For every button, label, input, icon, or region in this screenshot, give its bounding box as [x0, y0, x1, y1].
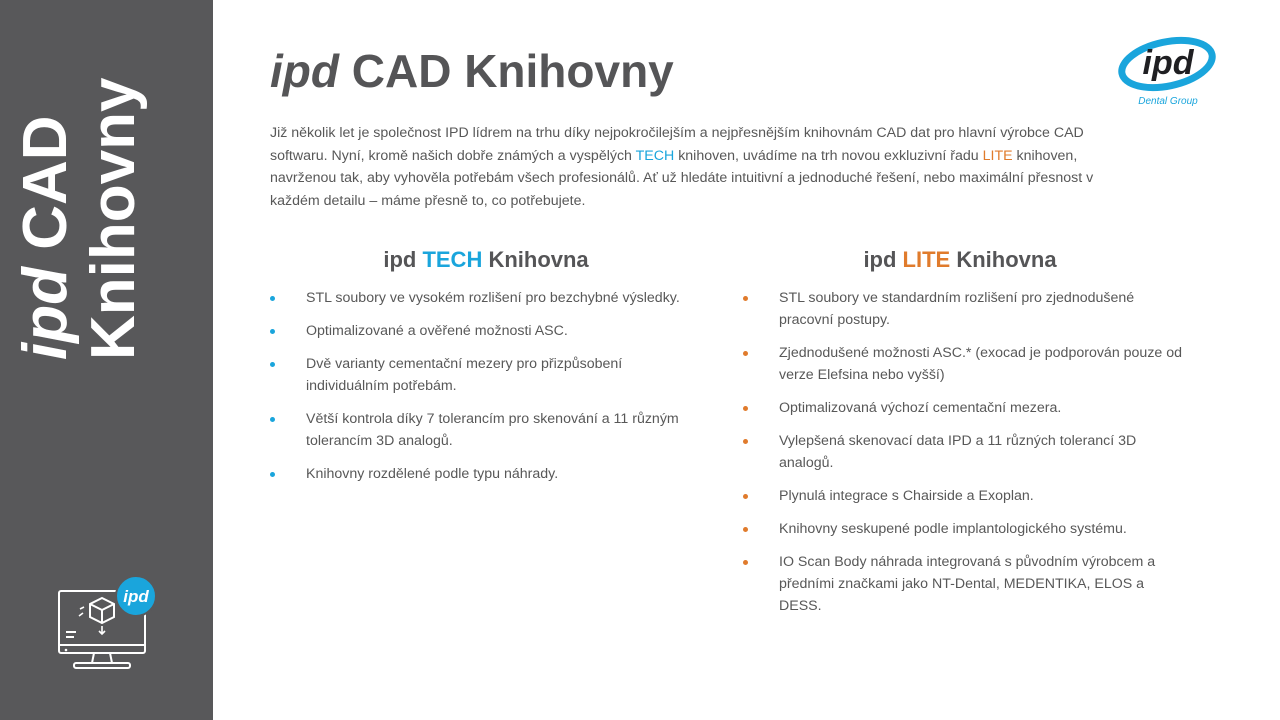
intro-paragraph	[270, 122, 1130, 212]
bullet-icon	[270, 362, 275, 367]
cad-monitor-icon	[56, 575, 160, 675]
list-item-text: Knihovny seskupené podle implantologického systému.	[779, 521, 1127, 537]
bullet-icon	[270, 472, 275, 477]
tech-column	[270, 247, 680, 496]
tech-title-accent: TECH	[422, 247, 483, 272]
lite-title-suffix: Knihovna	[950, 247, 1057, 272]
sidebar-title-ipd: ipd	[11, 267, 80, 360]
list-item-text: Zjednodušené možnosti ASC.* (exocad je podporován pouze od verze Elefsina nebo vyšší)	[779, 345, 1183, 383]
list-item	[743, 287, 1183, 331]
list-item-text: Dvě varianty cementační mezery pro přizpůsobení individuálním potřebám.	[306, 356, 623, 394]
list-item-text: Plynulá integrace s Chairside a Exoplan.	[779, 488, 1034, 504]
bullet-icon	[743, 406, 748, 411]
bullet-icon	[743, 351, 748, 356]
tech-title-prefix: ipd	[383, 247, 423, 272]
list-item-text: IO Scan Body náhrada integrovaná s původním výrobcem a předními značkami jako NT-Dental, MEDENTIKA, ELOS a DESS.	[779, 554, 1156, 614]
bullet-icon	[270, 296, 275, 301]
list-item	[743, 485, 1183, 507]
list-item-text: Optimalizovaná výchozí cementační mezera.	[779, 400, 1062, 416]
list-item	[743, 518, 1183, 540]
tech-feature-list	[270, 287, 680, 485]
sidebar-panel	[0, 0, 213, 720]
list-item	[270, 463, 680, 485]
page-title-rest: CAD Knihovny	[338, 45, 674, 97]
bullet-icon	[270, 329, 275, 334]
bullet-icon	[270, 417, 275, 422]
list-item	[270, 408, 680, 452]
sidebar-title-cad: CAD	[11, 115, 80, 268]
lite-column-title	[743, 247, 1177, 273]
intro-part-2: knihoven, uvádíme na trh novou exkluzivní řadu	[674, 147, 983, 164]
list-item	[270, 353, 680, 397]
intro-lite-word: LITE	[982, 147, 1013, 164]
tech-title-suffix: Knihovna	[482, 247, 589, 272]
ipd-dental-group-logo	[1114, 36, 1220, 108]
list-item	[743, 430, 1183, 474]
sidebar-title-knihovny: Knihovny	[79, 77, 148, 360]
logo-subtitle: Dental Group	[1138, 96, 1198, 107]
bullet-icon	[743, 494, 748, 499]
page-title	[270, 44, 674, 98]
lite-title-accent: LITE	[902, 247, 951, 272]
logo-text: ipd	[1142, 44, 1194, 82]
list-item	[270, 320, 680, 342]
list-item	[743, 551, 1183, 617]
lite-title-prefix: ipd	[863, 247, 903, 272]
list-item-text: Optimalizované a ověřené možnosti ASC.	[306, 323, 568, 339]
list-item-text: STL soubory ve standardním rozlišení pro zjednodušené pracovní postupy.	[779, 290, 1135, 328]
ipd-badge-text: ipd	[123, 587, 149, 606]
page-title-ipd: ipd	[270, 45, 339, 97]
list-item-text: Vylepšená skenovací data IPD a 11 různých tolerancí 3D analogů.	[779, 433, 1137, 471]
list-item	[743, 342, 1183, 386]
list-item-text: Větší kontrola díky 7 tolerancím pro skenování a 11 různým tolerancím 3D analogů.	[306, 411, 679, 449]
list-item-text: Knihovny rozdělené podle typu náhrady.	[306, 466, 559, 482]
sidebar-vertical-title	[12, 0, 148, 360]
intro-tech-word: TECH	[635, 147, 675, 164]
list-item	[743, 397, 1183, 419]
bullet-icon	[743, 527, 748, 532]
list-item	[270, 287, 680, 309]
tech-column-title	[270, 247, 702, 273]
lite-feature-list	[743, 287, 1183, 617]
bullet-icon	[743, 296, 748, 301]
list-item-text: STL soubory ve vysokém rozlišení pro bezchybné výsledky.	[306, 290, 680, 306]
lite-column	[743, 247, 1183, 628]
bullet-icon	[743, 560, 748, 565]
intro-part-3: knihoven, navrženou tak, aby vyhověla potřebám všech profesionálů. Ať už hledáte intuitivní a jednoduché řešení, nebo maximální přesnost v každém detailu – máme přesně to, co potřebujete.	[270, 147, 1094, 209]
intro-part-1: Již několik let je společnost IPD lídrem na trhu díky nejpokročilejším a nejpřesnějším knihovnám CAD dat pro hlavní výrobce CAD softwaru. Nyní, kromě našich dobře známých a vyspělých	[270, 125, 1084, 164]
bullet-icon	[743, 439, 748, 444]
